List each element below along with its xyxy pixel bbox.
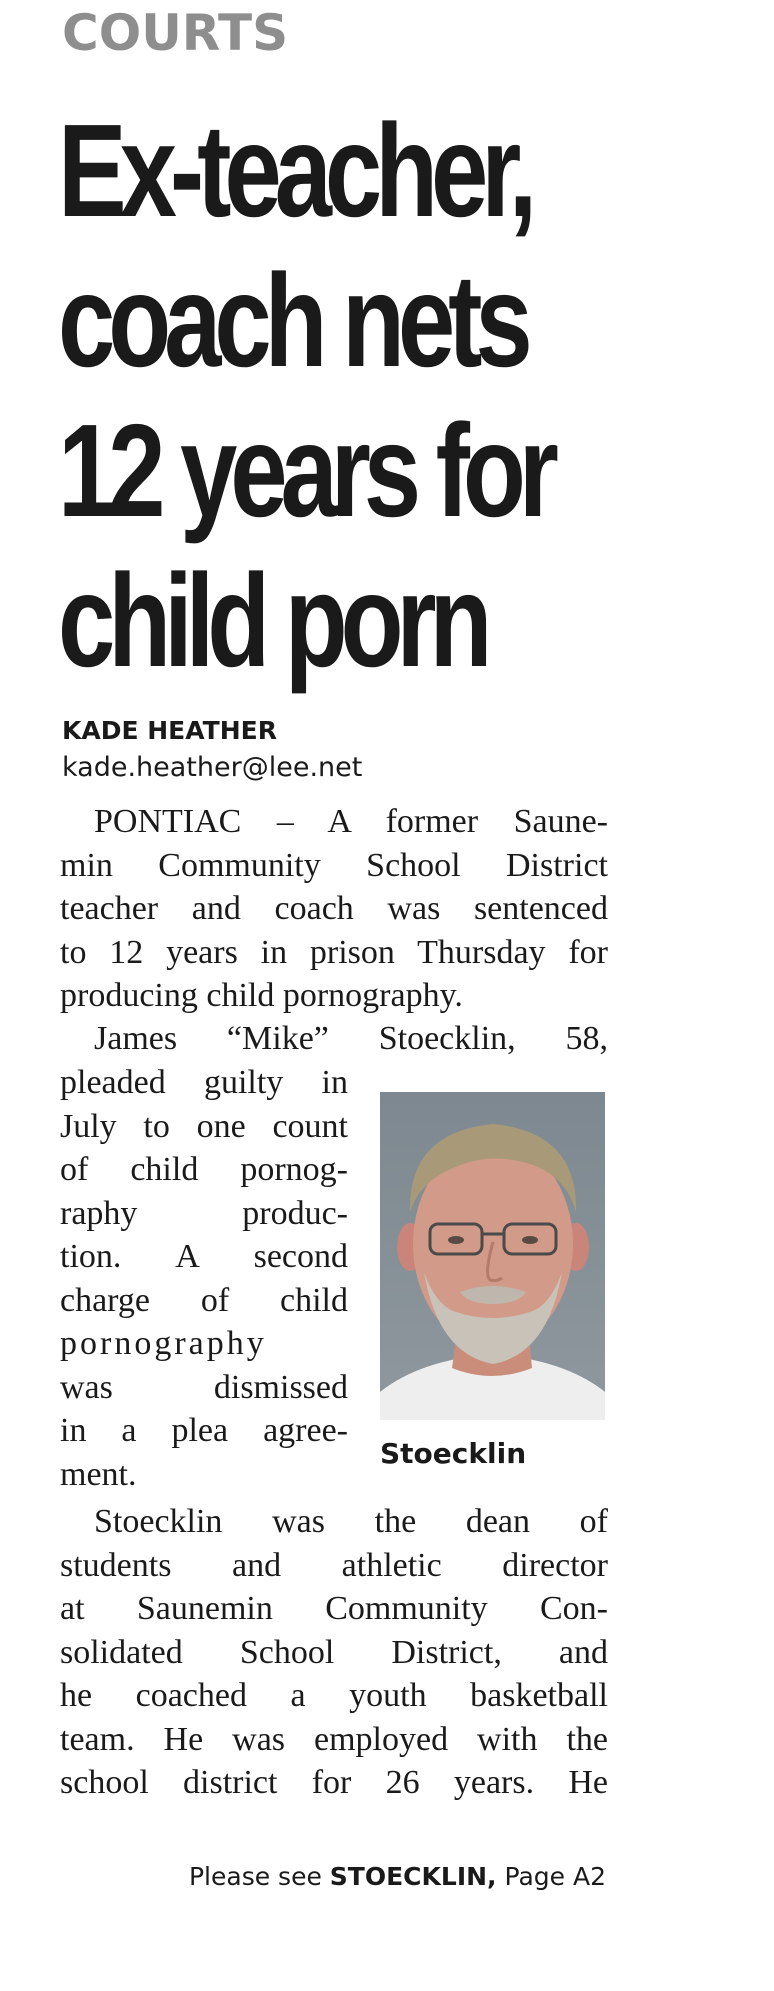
headline-line: Ex-teacher, <box>58 97 531 244</box>
jump-prefix: Please see <box>188 1862 330 1891</box>
headline-line: coach nets <box>58 247 526 394</box>
continuation-jump[interactable] <box>189 1862 606 1891</box>
text-line: PONTIAC – A former Saune- <box>94 803 608 840</box>
mugshot-photo <box>380 1092 605 1420</box>
paragraph-3 <box>60 1500 608 1805</box>
paragraph-2-lead <box>60 1017 608 1061</box>
text-line: at Saunemin Community Con- <box>60 1590 608 1627</box>
headline-line: 12 years for <box>58 397 552 544</box>
jump-keyword: STOECKLIN, <box>329 1862 497 1891</box>
text-line: producing child pornography. <box>60 977 463 1014</box>
text-line: ment. <box>60 1455 137 1493</box>
text-line: solidated School District, and <box>60 1633 608 1671</box>
paragraph-1 <box>60 800 608 1018</box>
headline <box>58 96 557 696</box>
photo-caption: Stoecklin <box>380 1437 527 1470</box>
text-line: James “Mike” Stoecklin, 58, <box>94 1020 608 1057</box>
section-kicker: COURTS <box>62 4 289 62</box>
text-line: min Community School District <box>60 846 608 884</box>
jump-page: Page A2 <box>496 1862 606 1891</box>
text-line: charge of child <box>60 1281 348 1319</box>
text-line: raphy produc- <box>60 1194 348 1232</box>
text-line: Stoecklin was the dean of <box>94 1503 608 1540</box>
portrait-image <box>380 1092 605 1420</box>
byline-author: KADE HEATHER <box>62 716 277 745</box>
text-line: in a plea agree- <box>60 1412 348 1449</box>
text-line: was dismissed <box>60 1368 348 1406</box>
text-line: pleaded guilty in <box>60 1064 348 1101</box>
text-line: he coached a youth basketball <box>60 1677 608 1714</box>
text-line: pornography <box>60 1325 267 1362</box>
text-line: students and athletic director <box>60 1546 608 1584</box>
text-line: teacher and coach was sentenced <box>60 890 608 927</box>
text-line: team. He was employed with the <box>60 1720 608 1758</box>
headline-line: child porn <box>58 547 486 694</box>
text-line: to 12 years in prison Thursday for <box>60 933 608 971</box>
text-line: July to one count <box>60 1107 348 1145</box>
text-line: tion. A second <box>60 1238 348 1275</box>
byline-email[interactable]: kade.heather@lee.net <box>62 752 363 783</box>
text-line: of child pornog- <box>60 1151 348 1188</box>
paragraph-2-wrap <box>60 1061 348 1496</box>
text-line: school district for 26 years. He <box>60 1764 608 1801</box>
